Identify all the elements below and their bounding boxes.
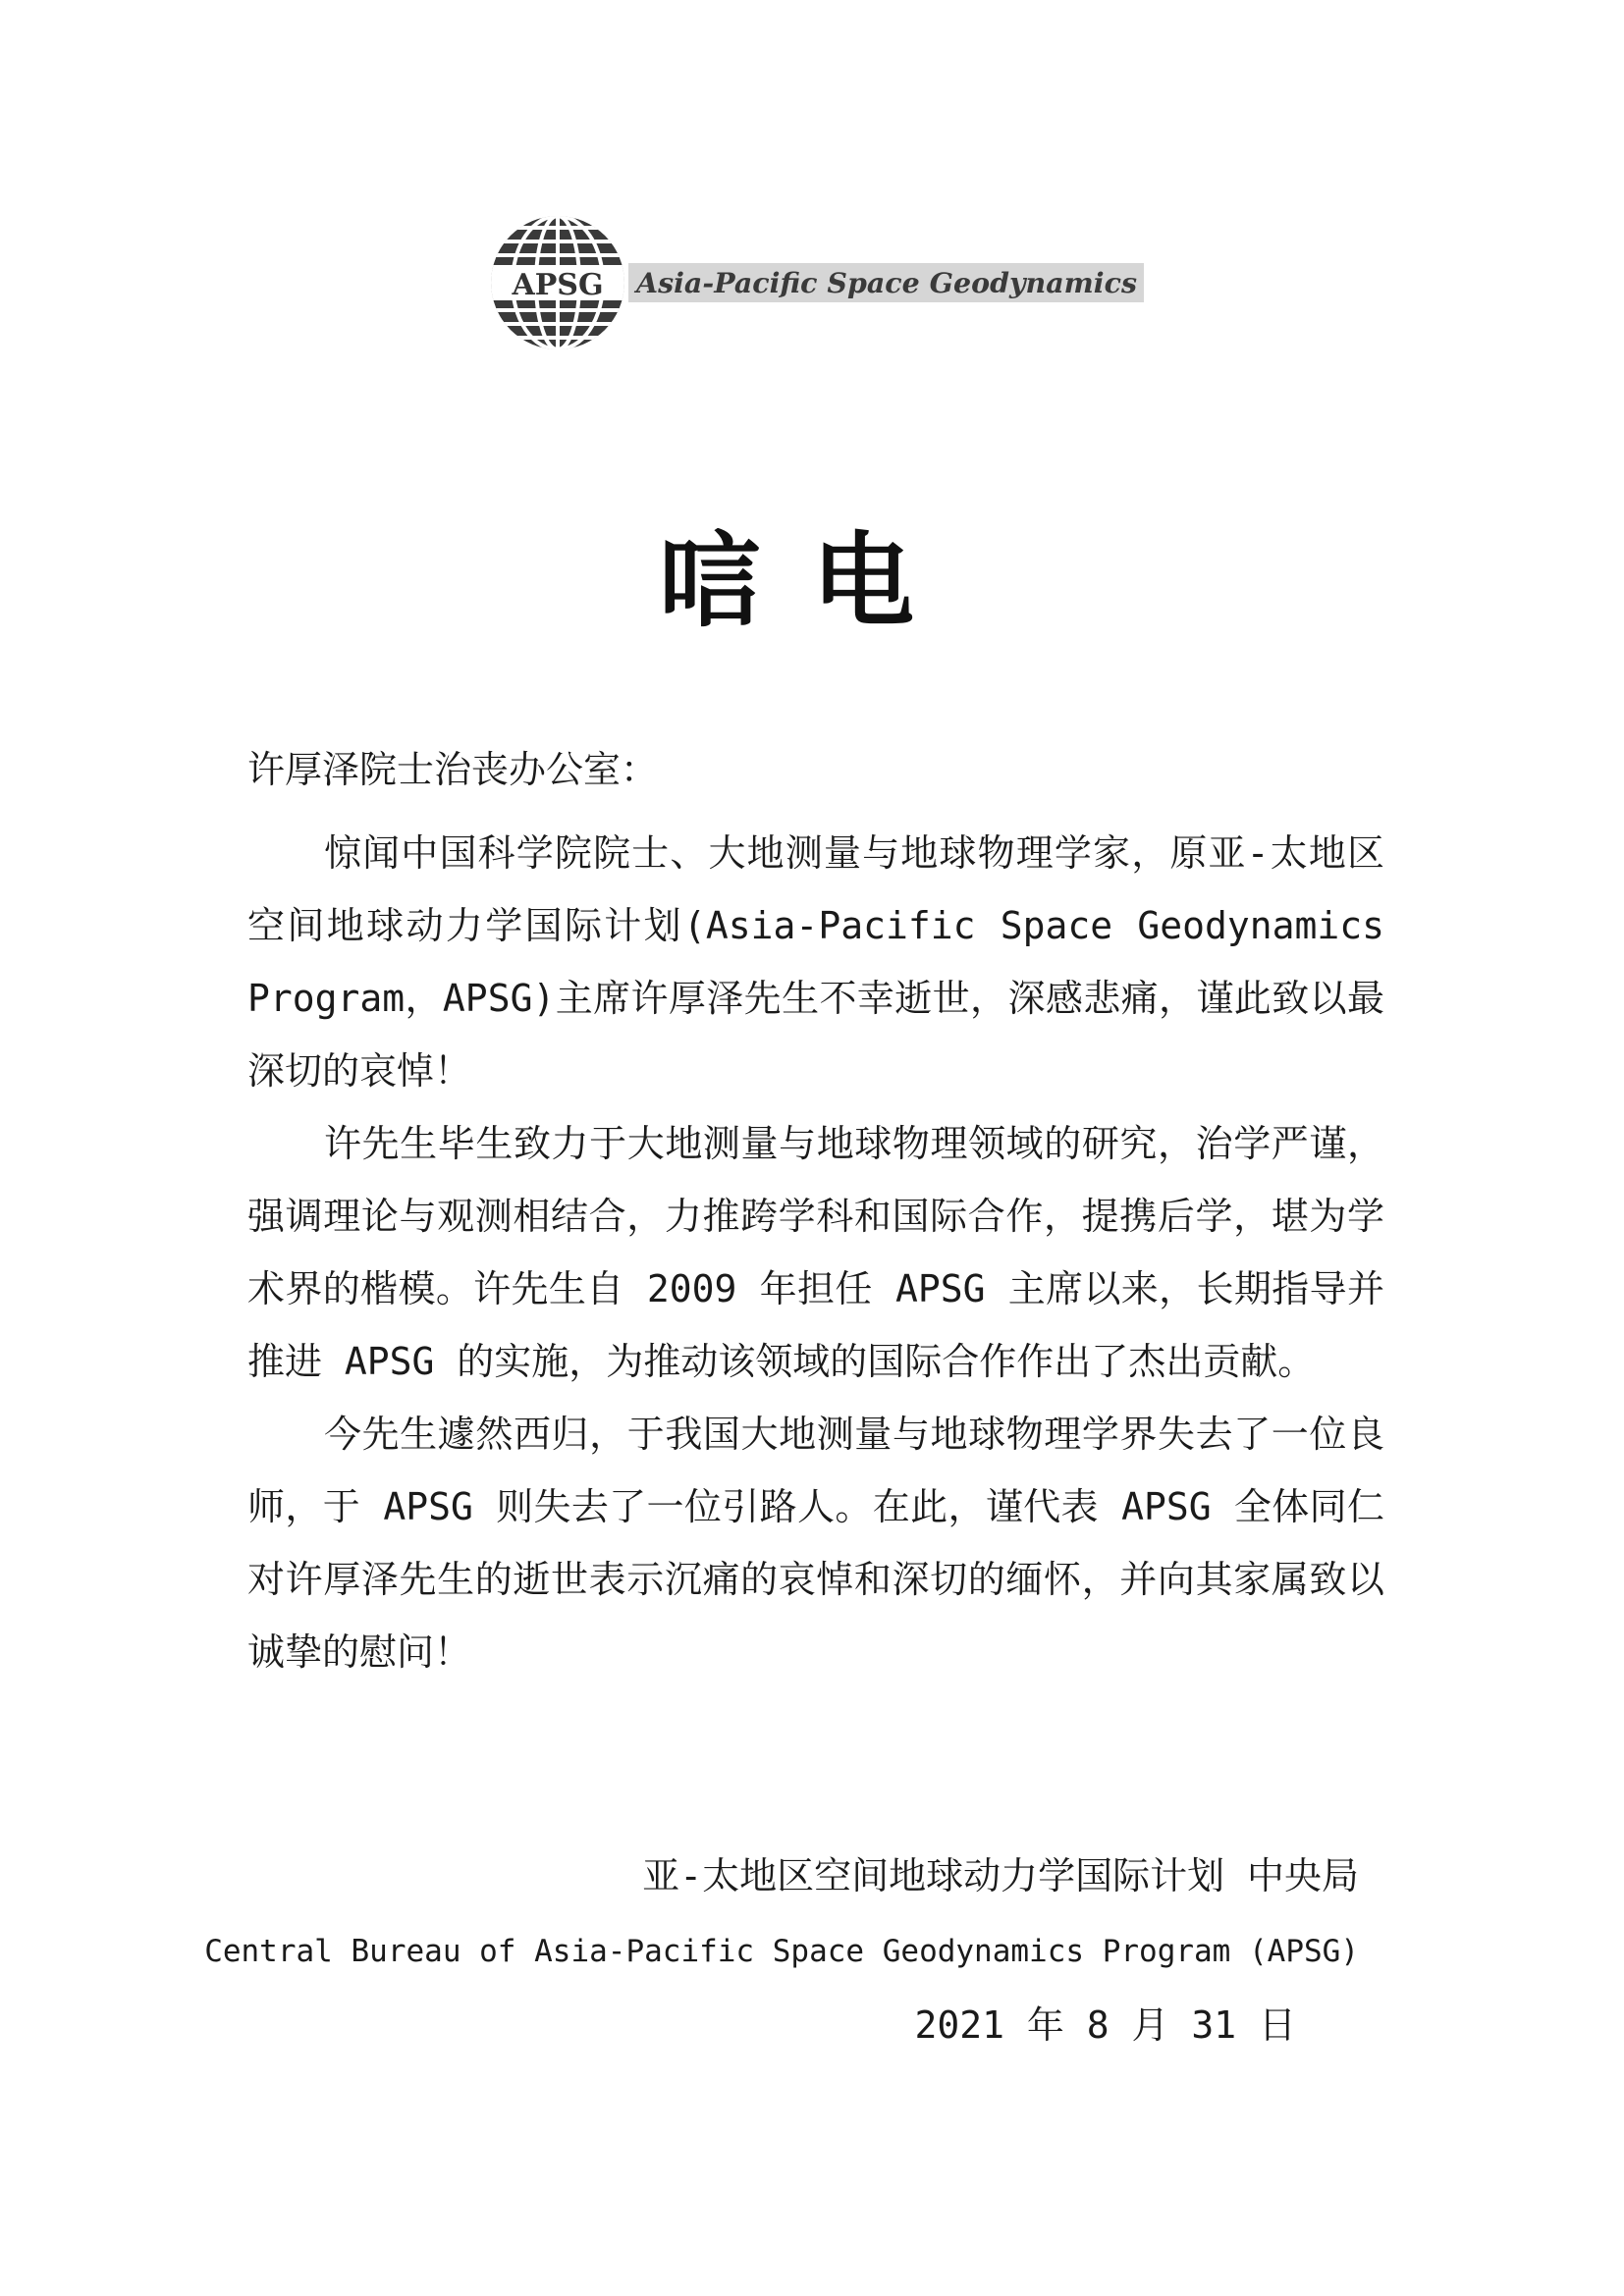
signature-english: Central Bureau of Asia-Pacific Space Geodynamics Program (APSG) bbox=[204, 1934, 1359, 1969]
letter-body bbox=[247, 817, 1384, 1688]
body-paragraph-2: 许先生毕生致力于大地测量与地球物理领域的研究，治学严谨，强调理论与观测相结合，力推跨学科和国际合作，提携后学，堪为学术界的楷模。许先生自 2009 年担任 APSG 主席以来，长期指导并推进 APSG 的实施，为推动该领域的国际合作作出了杰出贡献。 bbox=[247, 1122, 1384, 1383]
logo-acronym: APSG bbox=[512, 268, 604, 302]
salutation: 许厚泽院士治丧办公室： bbox=[247, 748, 659, 791]
apsg-logo bbox=[489, 214, 1152, 351]
signature-date: 2021 年 8 月 31 日 bbox=[914, 2003, 1296, 2047]
logo-caption: Asia-Pacific Space Geodynamics bbox=[632, 267, 1138, 299]
body-paragraph-3: 今先生遽然西归，于我国大地测量与地球物理学界失去了一位良师，于 APSG 则失去了一位引路人。在此，谨代表 APSG 全体同仁对许厚泽先生的逝世表示沉痛的哀悼和深切的缅怀，并向其家属致以诚挚的慰问！ bbox=[247, 1413, 1384, 1674]
signature-chinese: 亚-太地区空间地球动力学国际计划 中央局 bbox=[642, 1854, 1359, 1897]
body-paragraph-1: 惊闻中国科学院院士、大地测量与地球物理学家，原亚-太地区空间地球动力学国际计划(Asia-Pacific Space Geodynamics Program，APSG)主席许厚泽先生不幸逝世，深感悲痛，谨此致以最深切的哀悼！ bbox=[247, 831, 1384, 1093]
document-title: 唁电 bbox=[658, 521, 965, 641]
